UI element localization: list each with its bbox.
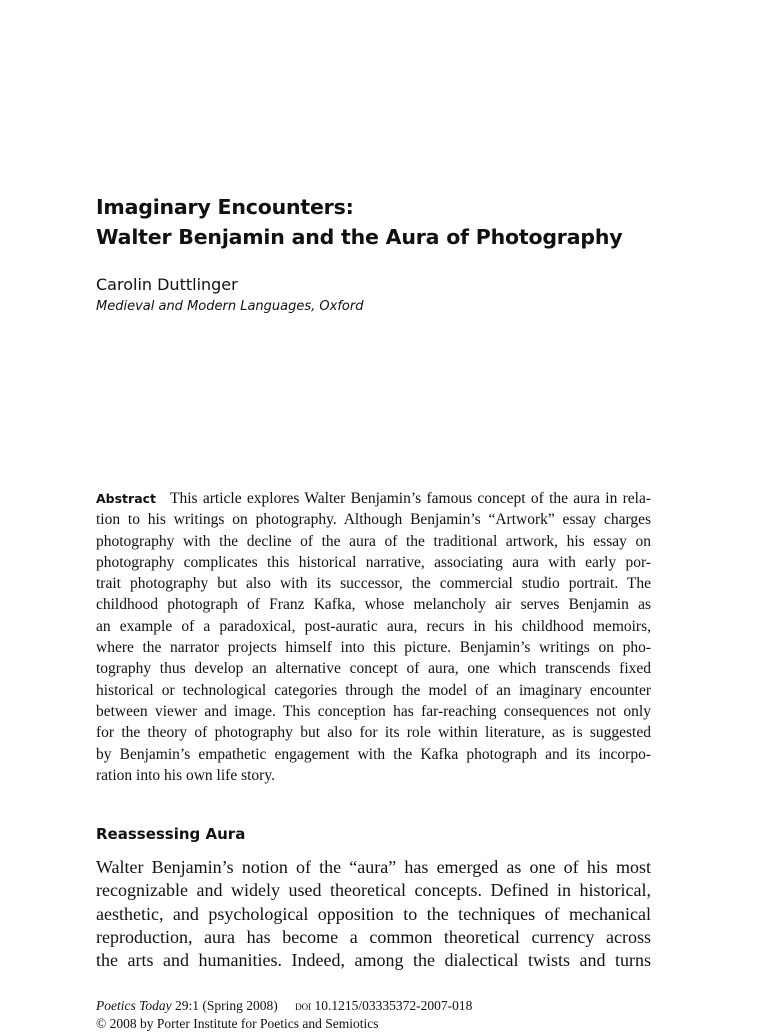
abstract [96, 488, 651, 786]
journal-name: Poetics Today [96, 998, 172, 1013]
abstract-line: photography with the decline of the aura of the traditional artwork, his essay on [96, 532, 651, 550]
author-name: Carolin Duttlinger [96, 275, 238, 294]
abstract-line: for the theory of photography but also for its role within literature, as is suggested [96, 724, 651, 742]
body-line: reproduction, aura has become a common theoretical currency across [96, 926, 651, 947]
doi-label: doi [295, 998, 312, 1013]
abstract-line: ration into his own life story. [96, 766, 275, 784]
abstract-line: photography complicates this historical narrative, associating aura with early por- [96, 553, 651, 571]
abstract-line: tion to his writings on photography. Although Benjamin’s “Artwork” essay charges [96, 511, 651, 529]
abstract-line: between viewer and image. This conception has far-reaching consequences not only [96, 702, 651, 720]
abstract-line: Abstract This article explores Walter Benjamin’s famous concept of the aura in rela- [96, 490, 651, 507]
title-line-1: Imaginary Encounters: [96, 195, 354, 219]
body-line: the arts and humanities. Indeed, among the dialectical twists and turns [96, 950, 651, 971]
author-affiliation: Medieval and Modern Languages, Oxford [96, 299, 364, 314]
abstract-line: an example of a paradoxical, post-auratic aura, recurs in his childhood memoirs, [96, 617, 651, 635]
body-line: recognizable and widely used theoretical concepts. Defined in historical, [96, 880, 651, 901]
abstract-label: Abstract [96, 491, 157, 506]
abstract-line: tography thus develop an alternative concept of aura, one which transcends fixed [96, 660, 651, 678]
article-title [96, 192, 656, 252]
body-paragraph [96, 856, 651, 972]
abstract-line: where the narrator projects himself into this picture. Benjamin’s writings on pho- [96, 639, 651, 657]
title-line-2: Walter Benjamin and the Aura of Photography [96, 225, 623, 249]
abstract-line: childhood photograph of Franz Kafka, whose melancholy air serves Benjamin as [96, 596, 651, 614]
body-line: Walter Benjamin’s notion of the “aura” has emerged as one of his most [96, 857, 651, 877]
page-footer [96, 997, 656, 1033]
abstract-line: trait photography but also with its successor, the commercial studio portrait. The [96, 575, 651, 593]
doi-value: 10.1215/03335372-2007-018 [314, 998, 473, 1013]
journal-issue: 29:1 (Spring 2008) [175, 998, 278, 1013]
copyright-notice: © 2008 by Porter Institute for Poetics and Semiotics [96, 1016, 379, 1031]
abstract-line: historical or technological categories through the model of an imaginary encounter [96, 681, 651, 699]
body-line: aesthetic, and psychological opposition to the techniques of mechanical [96, 903, 651, 924]
abstract-line: by Benjamin’s empathetic engagement with the Kafka photograph and its incorpo- [96, 745, 651, 763]
section-heading: Reassessing Aura [96, 825, 246, 843]
